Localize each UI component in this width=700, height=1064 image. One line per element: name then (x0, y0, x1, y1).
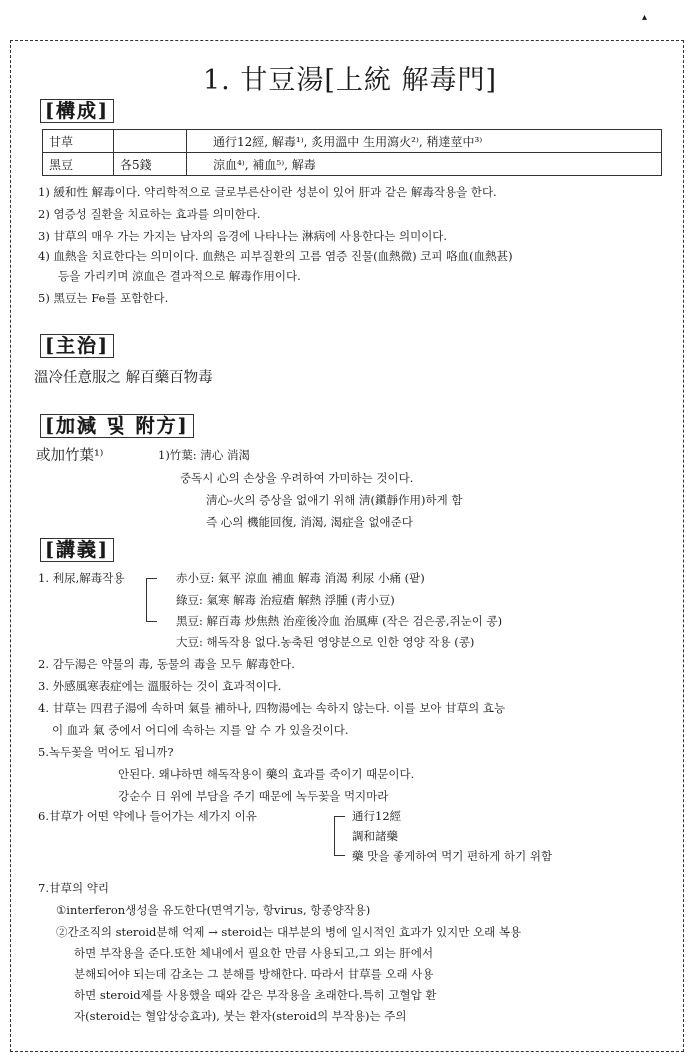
lecture-branch: 藥 맛을 좋게하여 먹기 편하게 하기 위함 (352, 849, 553, 863)
lecture-item6-label: 6.甘草가 어떤 약에나 들어가는 세가지 이유 (38, 809, 257, 823)
lecture-item: 분해되어야 되는데 감초는 그 분해를 방해한다. 따라서 甘草를 오래 사용 (74, 967, 434, 981)
lecture-branch: 黑豆: 解百毒 炒焦熱 治産後冷血 治風痺 (작은 검은콩,쥐눈이 콩) (176, 614, 503, 628)
note-cell: 涼血⁴⁾, 補血⁵⁾, 解毒 (187, 153, 662, 176)
section-modification: [加減 및 附方] (40, 414, 194, 438)
indication-text: 溫冷任意服之 解百藥百物毒 (34, 370, 213, 386)
dose-cell (114, 130, 187, 153)
modification-line: 중독시 心의 손상을 우려하여 가미하는 것이다. (180, 471, 414, 485)
table-row (43, 130, 662, 153)
footnote: 4) 血熱을 치료한다는 의미이다. 血熱은 피부질환의 고름 염증 진물(血熱微) 코피 咯血(血熱甚) (38, 249, 513, 263)
modification-main: 或加竹葉¹⁾ (36, 448, 104, 464)
lecture-branch: 通行12經 (352, 809, 402, 823)
modification-line: 淸心-火의 증상을 없애기 위해 淸(鎭靜作用)하게 함 (206, 493, 463, 507)
lecture-item: 자(steroid는 혈압상승효과), 붓는 환자(steroid의 부작용)는 주의 (74, 1009, 407, 1023)
lecture-item: 7.甘草의 약리 (38, 881, 109, 895)
lecture-item: 이 血과 氣 중에서 어디에 속하는 지를 알 수 가 있을것이다. (52, 723, 349, 737)
footnote: 등을 가리키며 涼血은 결과적으로 解毒作用이다. (58, 269, 301, 283)
composition-table (42, 129, 662, 176)
footnote: 1) 緩和性 解毒이다. 약리학적으로 글로부른산이란 성분이 있어 肝과 같은 解毒작용을 한다. (38, 185, 497, 199)
footnote: 5) 黑豆는 Fe를 포함한다. (38, 291, 169, 305)
page-title: 1. 甘豆湯[上統 解毒門] (203, 65, 497, 96)
lecture-branch: 調和諸藥 (352, 829, 398, 843)
footnote: 2) 염증성 질환을 치료하는 효과를 의미한다. (38, 207, 261, 221)
lecture-item: 5.녹두꽃을 먹어도 됩니까? (38, 745, 174, 759)
note-cell: 通行12經, 解毒¹⁾, 炙用溫中 生用瀉火²⁾, 稍達莖中³⁾ (187, 130, 662, 153)
lecture-item: 하면 부작용을 준다.또한 체내에서 필요한 만큼 사용되고,그 외는 肝에서 (74, 946, 434, 960)
corner-mark: ▴ (642, 12, 648, 23)
lecture-item: ①interferon생성을 유도한다(면역기능, 항virus, 항종양작용) (56, 903, 371, 917)
section-composition: [構成] (40, 99, 114, 123)
modification-note: 1)竹葉: 淸心 消渴 (158, 448, 250, 462)
lecture-branch: 赤小豆: 氣平 涼血 補血 解毒 消渴 利尿 小痛 (팥) (176, 571, 425, 585)
lecture-item: 2. 감두湯은 약물의 毒, 동물의 毒을 모두 解毒한다. (38, 657, 295, 671)
lecture-item: ②간조직의 steroid분해 억제 → steroid는 대부분의 병에 일시적인 효과가 있지만 오래 복용 (56, 925, 522, 939)
footnote: 3) 甘草의 매우 가는 가지는 남자의 음경에 나타나는 淋病에 사용한다는 의미이다. (38, 229, 448, 243)
lecture-item: 4. 甘草는 四君子湯에 속하며 氣를 補하나, 四物湯에는 속하지 않는다. 이를 보아 甘草의 효능 (38, 701, 506, 715)
bracket (334, 816, 345, 856)
lecture-item: 강순수 日 위에 부담을 주기 때문에 녹두꽃을 먹지마라 (118, 789, 389, 803)
lecture-item: 3. 外感風寒表症에는 溫服하는 것이 효과적이다. (38, 679, 282, 693)
herb-cell: 甘草 (43, 130, 114, 153)
section-indication: [主治] (40, 334, 114, 358)
lecture-branch: 綠豆: 氣寒 解毒 治痘瘡 解熱 浮腫 (靑小豆) (176, 593, 395, 607)
modification-line: 즉 心의 機能回復, 消渴, 渴症을 없애준다 (206, 515, 413, 529)
lecture-branch: 大豆: 해독작용 없다.농축된 영양분으로 인한 영양 작용 (콩) (176, 635, 475, 649)
lecture-item: 하면 steroid제를 사용했을 때와 같은 부작용을 초래한다.특히 고혈압 환 (74, 988, 437, 1002)
lecture-item: 안된다. 왜냐하면 해독작용이 藥의 효과를 죽이기 때문이다. (118, 767, 415, 781)
dose-cell: 各5錢 (114, 153, 187, 176)
section-lecture: [講義] (40, 538, 114, 562)
bracket (146, 578, 157, 622)
herb-cell: 黑豆 (43, 153, 114, 176)
lecture-item1-label: 1. 利尿,解毒작용 (38, 571, 125, 585)
table-row (43, 153, 662, 176)
